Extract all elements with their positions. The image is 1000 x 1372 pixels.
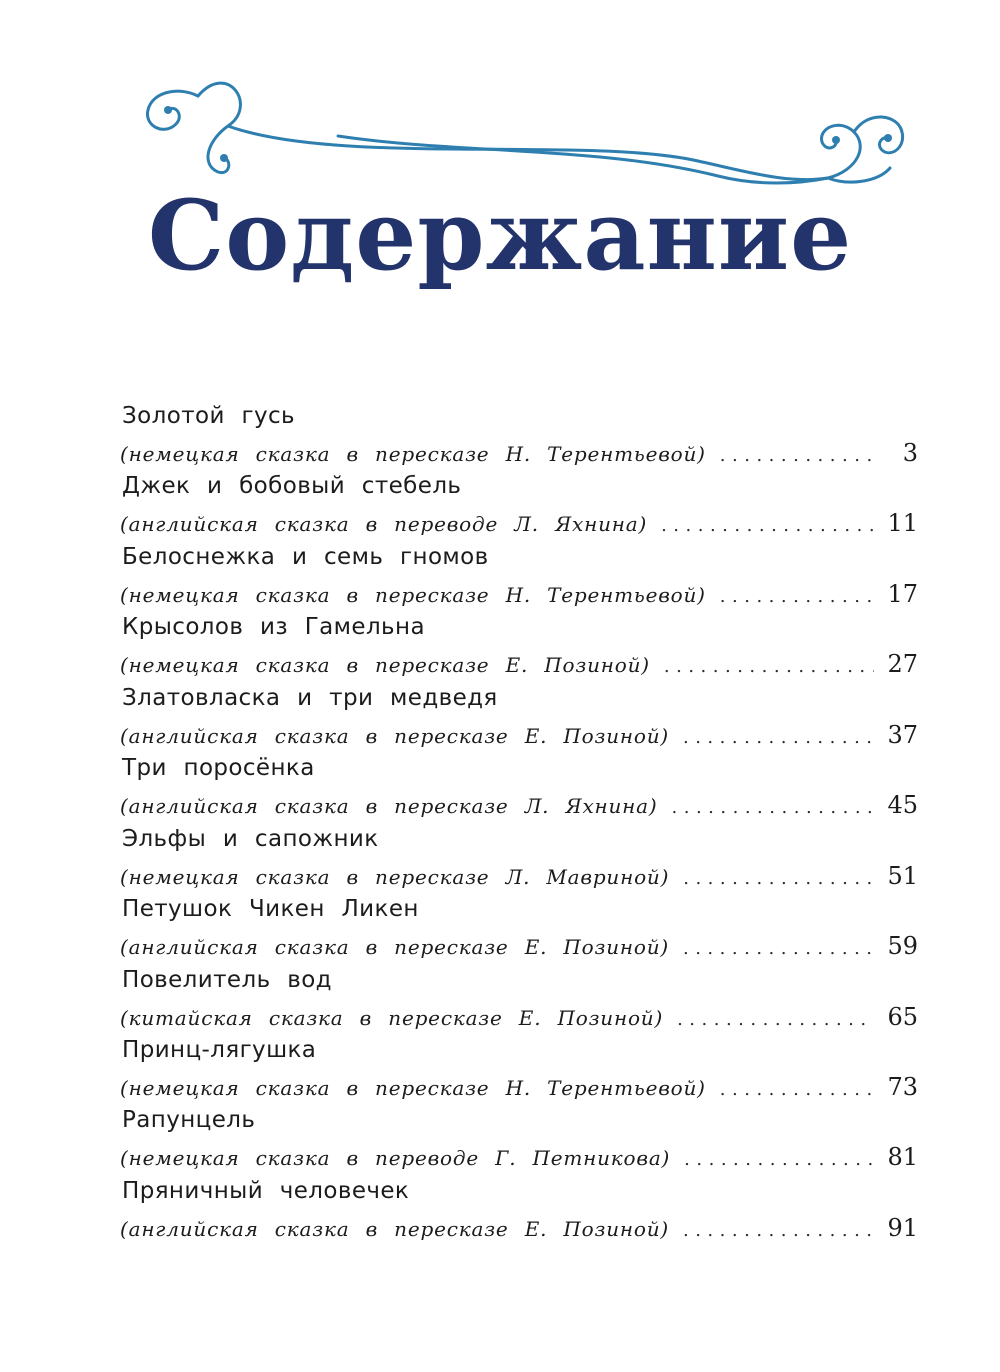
- page-title: Содержание: [147, 179, 853, 292]
- toc-entry[interactable]: [0, 604, 1000, 679]
- toc-page-number: 51: [887, 861, 918, 890]
- toc-page-number: 45: [887, 791, 918, 820]
- toc-entry-title: Золотой гусь: [122, 403, 296, 429]
- toc-page-number: 3: [902, 439, 918, 467]
- toc-entry-title: Петушок Чикен Ликен: [122, 896, 419, 923]
- toc-entry-title: Крысолов из Гамельна: [122, 614, 425, 641]
- toc-page-number: 91: [887, 1213, 918, 1242]
- toc-entry[interactable]: [0, 675, 1000, 749]
- toc-entry-subtitle: (немецкая сказка в пересказе Л. Мавриной): [120, 864, 670, 889]
- dot-leader: [683, 1220, 874, 1241]
- toc-page-number: 17: [887, 579, 918, 608]
- toc-page-number: 37: [887, 720, 918, 749]
- toc-entry-subtitle: (английская сказка в пересказе Е. Позиной): [120, 723, 669, 748]
- toc-entry-subtitle: (китайская сказка в пересказе Е. Позиной): [120, 1005, 664, 1030]
- toc-entry-subtitle: (английская сказка в переводе Л. Яхнина): [120, 512, 648, 537]
- toc-entry-title: Златовласка и три медведя: [122, 684, 498, 711]
- toc-entry-subtitle: (немецкая сказка в пересказе Н. Терентьевой): [120, 442, 706, 466]
- toc-entry-title: Эльфы и сапожник: [122, 825, 379, 852]
- toc-entry[interactable]: [0, 534, 1000, 608]
- toc-entry[interactable]: [0, 463, 1000, 538]
- table-of-contents: [0, 393, 1000, 1242]
- toc-entry[interactable]: [0, 957, 1000, 1031]
- toc-entry-subtitle: (английская сказка в пересказе Е. Позиной): [120, 1216, 669, 1241]
- toc-entry-subtitle: (немецкая сказка в пересказе Н. Терентьевой): [120, 582, 706, 607]
- toc-entry-title: Три поросёнка: [122, 755, 315, 782]
- toc-entry[interactable]: [0, 745, 1000, 820]
- toc-entry-title: Повелитель вод: [122, 966, 332, 993]
- toc-entry-title: Пряничный человечек: [122, 1177, 410, 1204]
- toc-entry-subtitle: (английская сказка в пересказе Е. Позиной): [120, 935, 669, 960]
- toc-entry[interactable]: [0, 1168, 1000, 1242]
- toc-entry-title: Принц-лягушка: [122, 1036, 317, 1063]
- toc-entry-subtitle: (немецкая сказка в пересказе Е. Позиной): [120, 653, 650, 678]
- toc-page-number: 11: [887, 509, 918, 538]
- toc-entry-title: Белоснежка и семь гномов: [122, 543, 489, 570]
- toc-entry-subtitle: (немецкая сказка в переводе Г. Петникова): [120, 1146, 671, 1171]
- toc-page-number: 73: [887, 1072, 918, 1101]
- toc-entry[interactable]: [0, 816, 1000, 890]
- toc-page-number: 27: [887, 650, 918, 679]
- toc-entry-subtitle: (немецкая сказка в пересказе Н. Терентьевой): [120, 1075, 706, 1100]
- toc-entry[interactable]: [0, 886, 1000, 961]
- toc-page-number: 59: [887, 932, 918, 961]
- toc-entry[interactable]: [0, 1027, 1000, 1101]
- toc-entry[interactable]: [0, 1097, 1000, 1172]
- toc-entry-line: [120, 1214, 918, 1242]
- decorative-flourish-icon: [138, 66, 912, 190]
- toc-page-number: 65: [887, 1002, 918, 1031]
- toc-entry[interactable]: [0, 393, 1000, 467]
- toc-entry-title: Джек и бобовый стебель: [122, 473, 462, 500]
- toc-page-number: 81: [887, 1143, 918, 1172]
- toc-entry-subtitle: (английская сказка в пересказе Л. Яхнина): [120, 794, 658, 819]
- toc-entry-title: Рапунцель: [122, 1107, 256, 1134]
